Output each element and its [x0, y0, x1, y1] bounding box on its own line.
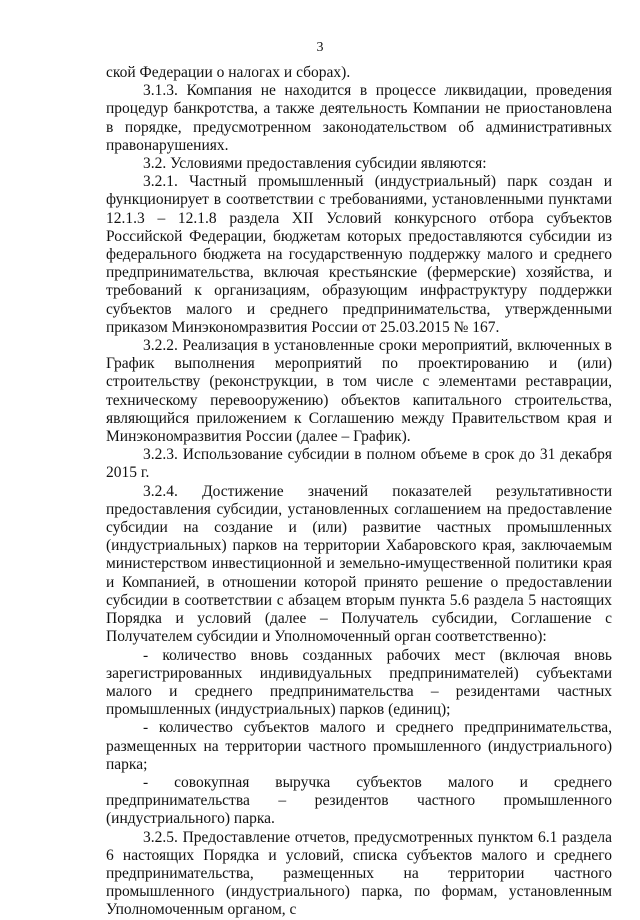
list-item-revenue: - совокупная выручка субъектов малого и среднего предпринимательства – резидентов частного промышленного (индустриального) парка.: [106, 773, 612, 828]
paragraph-3-2-1: 3.2.1. Частный промышленный (индустриальный) парк создан и функционирует в соответствии с требованиями, установленными пунктами 12.1.3 – 12.1.8 раздела XII Условий конкурсного отбора субъектов Российской Федерации, бюджетам которых предоставляются субсидии из федерального бюджета на государственную поддержку малого и среднего предпринимательства, включая крестьянские (фермерские) хозяйства, и требований к организациям, образующим инфраструктуру поддержки субъектов малого и среднего предпринимательства, утвержденными приказом Минэкономразвития России от 25.03.2015 № 167.: [106, 173, 612, 336]
list-item-jobs: - количество вновь созданных рабочих мест (включая вновь зарегистрированных индивидуальных предпринимателей) субъектами малого и среднего предпринимательства – резидентами частных промышленных (индустриальных) парков (единиц);: [106, 646, 612, 719]
paragraph-3-1-3: 3.1.3. Компания не находится в процессе ликвидации, проведения процедур банкротства, а также деятельность Компании не приостановлена в порядке, предусмотренном законодательством об административных правонарушениях.: [106, 82, 612, 154]
paragraph-3-2: 3.2. Условиями предоставления субсидии являются:: [143, 155, 487, 173]
paragraph-3-2-5: 3.2.5. Предоставление отчетов, предусмотренных пунктом 6.1 раздела 6 настоящих Порядка и условий, списка субъектов малого и среднего предпринимательства, размещенных на территории частного промышленного (индустриального) парка, по формам, установленным Уполномоченным органом, с: [106, 828, 612, 919]
paragraph-3-2-2: 3.2.2. Реализация в установленные сроки мероприятий, включенных в График выполнения мероприятий по проектированию и (или) строительству (реконструкции, в том числе с элементами реставрации, техническому перевооружению) объектов капитального строительства, являющийся приложением к Соглашению между Правительством края и Минэкономразвития России (далее – График).: [106, 337, 612, 446]
paragraph-3-2-4: 3.2.4. Достижение значений показателей результативности предоставления субсидии, установленных соглашением на предоставление субсидии на создание и (или) развитие частных промышленных (индустриальных) парков на территории Хабаровского края, заключаемым министерством инвестиционной и земельно-имущественной политики края и Компанией, в отношении которой принято решение о предоставлении субсидии в соответствии с абзацем вторым пункта 5.6 раздела 5 настоящих Порядка и условий (далее – Получатель субсидии, Соглашение с Получателем субсидии и Уполномоченный орган соответственно):: [106, 482, 612, 646]
document-body: [106, 64, 612, 920]
paragraph-continuation: ской Федерации о налогах и сборах).: [106, 64, 351, 81]
page-number: 3: [316, 40, 324, 55]
list-item-sme-count: - количество субъектов малого и среднего предпринимательства, размещенных на территории частного промышленного (индустриального) парка;: [106, 719, 612, 773]
paragraph-3-2-3: 3.2.3. Использование субсидии в полном объеме в срок до 31 декабря 2015 г.: [106, 446, 612, 482]
